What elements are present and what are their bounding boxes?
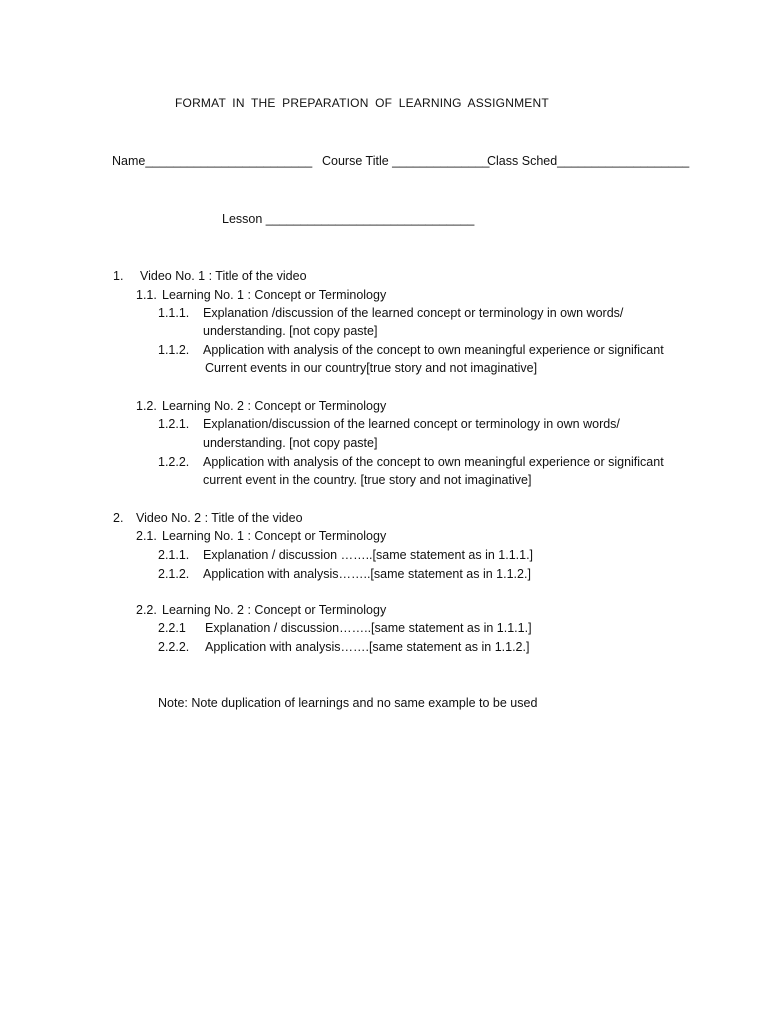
item-2-1-1-number: 2.1.1. xyxy=(158,548,190,562)
class-sched-field: Class Sched___________________ xyxy=(487,154,690,168)
item-2-2-2-text: Application with analysis…….[same statement as in 1.1.2.] xyxy=(205,640,530,654)
item-1-2-1-number: 1.2.1. xyxy=(158,417,190,431)
learning-2-2-number: 2.2. xyxy=(136,603,157,617)
learning-2-1-number: 2.1. xyxy=(136,529,157,543)
item-1-1-2-number: 1.1.2. xyxy=(158,343,190,357)
item-2-1-1-text: Explanation / discussion ……..[same statement as in 1.1.1.] xyxy=(203,548,534,562)
learning-1-1-number: 1.1. xyxy=(136,288,157,302)
item-1-2-2-text-continued: current event in the country. [true story and not imaginative] xyxy=(203,473,532,487)
item-1-1-1-text-continued: understanding. [not copy paste] xyxy=(203,324,378,338)
item-1-1-1-number: 1.1.1. xyxy=(158,306,190,320)
item-1-2-1-text-continued: understanding. [not copy paste] xyxy=(203,436,378,450)
course-title-field: Course Title ______________ xyxy=(322,154,490,168)
item-1-2-2-number: 1.2.2. xyxy=(158,455,190,469)
item-2-2-1-text: Explanation / discussion……..[same statement as in 1.1.1.] xyxy=(205,621,532,635)
video-1-heading: Video No. 1 : Title of the video xyxy=(140,269,307,283)
learning-1-2-heading: Learning No. 2 : Concept or Terminology xyxy=(162,399,387,413)
video-2-number: 2. xyxy=(113,511,124,525)
video-1-number: 1. xyxy=(113,269,124,283)
learning-2-2-heading: Learning No. 2 : Concept or Terminology xyxy=(162,603,387,617)
item-2-1-2-text: Application with analysis……..[same statement as in 1.1.2.] xyxy=(203,567,531,581)
item-1-1-2-text-continued: Current events in our country[true story and not imaginative] xyxy=(205,361,538,375)
learning-1-2-number: 1.2. xyxy=(136,399,157,413)
name-field: Name________________________ xyxy=(112,154,313,168)
item-1-1-1-text: Explanation /discussion of the learned concept or terminology in own words/ xyxy=(203,306,624,320)
item-2-2-1-number: 2.2.1 xyxy=(158,621,186,635)
item-2-1-2-number: 2.1.2. xyxy=(158,567,190,581)
item-1-2-2-text: Application with analysis of the concept to own meaningful experience or significant xyxy=(203,455,664,469)
lesson-field: Lesson ______________________________ xyxy=(222,212,475,226)
note: Note: Note duplication of learnings and no same example to be used xyxy=(158,696,538,710)
page-title: FORMAT IN THE PREPARATION OF LEARNING ASSIGNMENT xyxy=(175,96,549,110)
learning-1-1-heading: Learning No. 1 : Concept or Terminology xyxy=(162,288,387,302)
item-1-2-1-text: Explanation/discussion of the learned concept or terminology in own words/ xyxy=(203,417,620,431)
video-2-heading: Video No. 2 : Title of the video xyxy=(136,511,303,525)
item-1-1-2-text: Application with analysis of the concept to own meaningful experience or significant xyxy=(203,343,664,357)
item-2-2-2-number: 2.2.2. xyxy=(158,640,190,654)
learning-2-1-heading: Learning No. 1 : Concept or Terminology xyxy=(162,529,387,543)
